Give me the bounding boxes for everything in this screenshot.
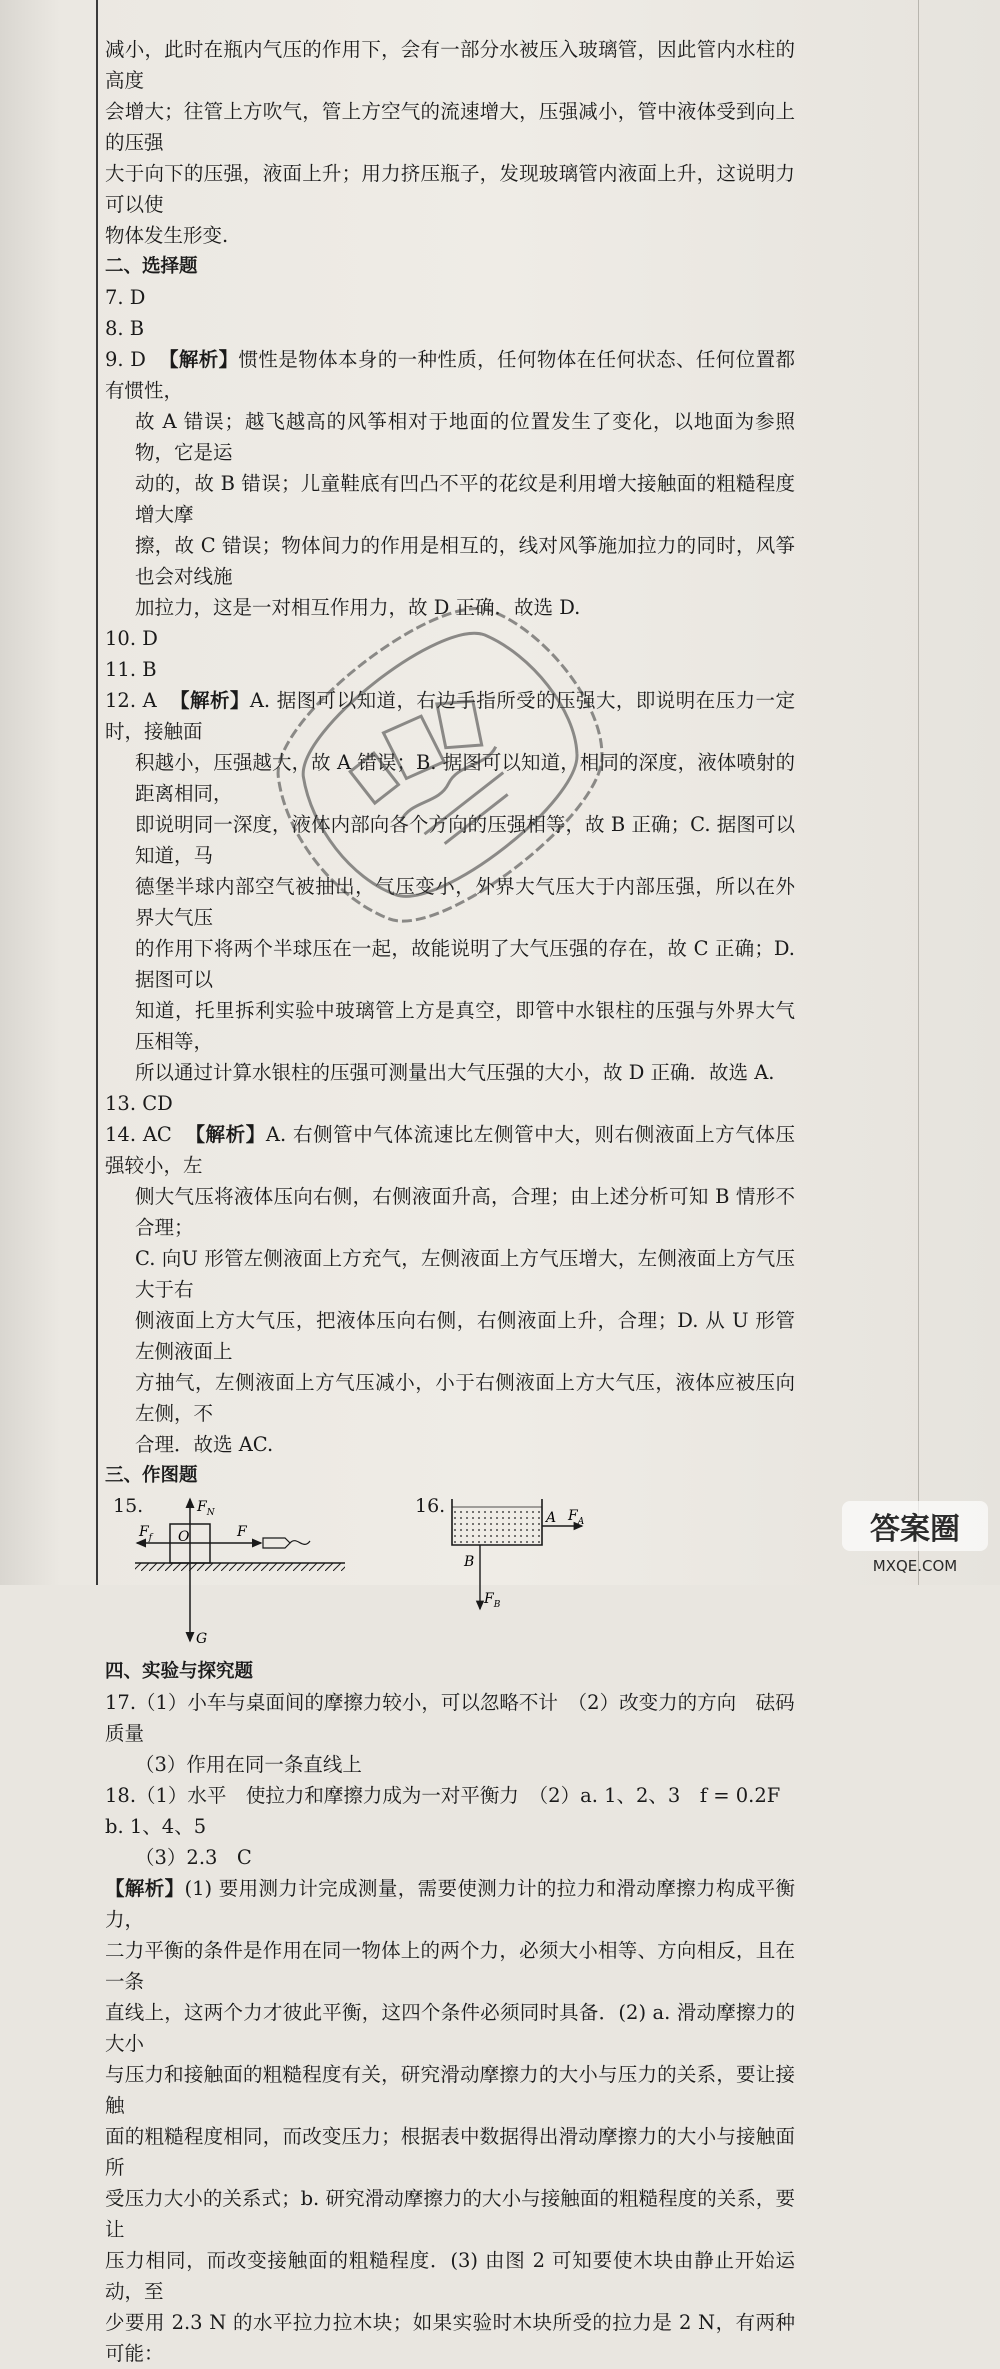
section-experiment-title: 四、实验与探究题	[105, 1661, 254, 1682]
section-choice-title: 二、选择题	[105, 256, 198, 277]
answer-12-line: 积越小，压强越大，故 A 错误；B. 据图可以知道，相同的深度，液体喷射的距离相同，	[135, 751, 795, 805]
answer-18-text: (1) 要用测力计完成测量，需要使测力计的拉力和滑动摩擦力构成平衡力，	[105, 1877, 795, 1931]
answer-9-line: 动的，故 B 错误；儿童鞋底有凹凸不平的花纹是利用增大接触面的粗糙程度增大摩	[135, 472, 795, 526]
intro-line: 减小，此时在瓶内气压的作用下，会有一部分水被压入玻璃管，因此管内水柱的高度	[105, 38, 795, 92]
answer-7: 7. D	[105, 286, 146, 309]
answer-18-line: 18.（1）水平 使拉力和摩擦力成为一对平衡力 （2）a. 1、2、3 f = 0.2F b. 1、4、5	[105, 1784, 800, 1838]
label-f: F	[237, 1524, 247, 1540]
answer-10: 10. D	[105, 627, 158, 650]
label-fa: $F_A$	[568, 1508, 585, 1527]
label-o: O	[178, 1529, 190, 1545]
figure-15-number: 15.	[113, 1495, 144, 1517]
watermark-url: MXQE.COM	[872, 1557, 958, 1575]
answer-14-line: 侧液面上方大气压，把液体压向右侧，右侧液面上升，合理；D. 从 U 形管左侧液面上	[135, 1309, 795, 1363]
answer-12-line: 即说明同一深度，液体内部向各个方向的压强相等，故 B 正确；C. 据图可以知道，马	[135, 813, 795, 867]
answer-18-analysis	[105, 1873, 795, 1935]
answer-18-line: 受压力大小的关系式；b. 研究滑动摩擦力的大小与接触面的粗糙程度的关系，要让	[105, 2187, 795, 2241]
left-margin-rule	[96, 0, 98, 1585]
answer-18-line: 少要用 2.3 N 的水平拉力拉木块；如果实验时木块所受的拉力是 2 N，有两种可能：	[105, 2311, 795, 2365]
analysis-tag: 【解析】	[185, 1123, 266, 1146]
figure-16-number: 16.	[415, 1495, 446, 1517]
answer-9-text: 惯性是物体本身的一种性质，任何物体在任何状态、任何位置都有惯性，	[105, 348, 795, 402]
answer-11: 11. B	[105, 658, 157, 681]
answer-14-num: 14. AC	[105, 1123, 172, 1146]
answer-17-line: （3）作用在同一条直线上	[135, 1753, 362, 1776]
answer-9-num: 9. D	[105, 348, 146, 371]
analysis-tag: 【解析】	[159, 348, 239, 371]
answer-14	[105, 1119, 795, 1181]
answer-14-line: 方抽气，左侧液面上方气压减小，小于右侧液面上方大气压，液体应被压向左侧，不	[135, 1371, 795, 1425]
answer-18-line: 二力平衡的条件是作用在同一物体上的两个力，必须大小相等、方向相反，且在一条	[105, 1939, 795, 1993]
label-a: A	[546, 1510, 557, 1526]
answer-18-line: 直线上，这两个力才彼此平衡，这四个条件必须同时具备．(2) a. 滑动摩擦力的大小	[105, 2001, 795, 2055]
answer-18-line: 与压力和接触面的粗糙程度有关，研究滑动摩擦力的大小与压力的关系，要让接触	[105, 2063, 795, 2117]
answer-18-line: （3）2.3 C	[135, 1846, 252, 1869]
figure-16-container-diagram	[440, 1491, 620, 1621]
intro-line: 会增大；往管上方吹气，管上方空气的流速增大，压强减小，管中液体受到向上的压强	[105, 100, 795, 154]
label-g: G	[196, 1631, 208, 1647]
answer-8: 8. B	[105, 317, 145, 340]
answer-12-line: 的作用下将两个半球压在一起，故能说明了大气压强的存在，故 C 正确；D. 据图可以	[135, 937, 795, 991]
answer-14-line: 合理．故选 AC.	[135, 1433, 274, 1456]
answer-14-line: 侧大气压将液体压向右侧，右侧液面升高，合理；由上述分析可知 B 情形不合理；	[135, 1185, 795, 1239]
answer-18-line: 面的粗糙程度相同，而改变压力；根据表中数据得出滑动摩擦力的大小与接触面所	[105, 2125, 795, 2179]
drawing-figures	[105, 1491, 795, 1656]
answer-14-text: A. 右侧管中气体流速比左侧管中大，则右侧液面上方气体压强较小，左	[105, 1123, 795, 1177]
watermark-text: 答案圈	[870, 1512, 960, 1547]
label-ff: $F_f$	[139, 1524, 153, 1543]
analysis-tag: 【解析】	[105, 1877, 185, 1900]
figure-15-force-diagram	[125, 1491, 355, 1651]
answer-9-line: 加拉力，这是一对相互作用力，故 D 正确．故选 D.	[135, 596, 581, 619]
answer-9-line: 擦，故 C 错误；物体间力的作用是相互的，线对风筝施加拉力的同时，风筝也会对线施	[135, 534, 795, 588]
answer-12-line: 所以通过计算水银柱的压强可测量出大气压强的大小，故 D 正确．故选 A.	[135, 1061, 775, 1084]
answer-12-line: 德堡半球内部空气被抽出，气压变小，外界大气压大于内部压强，所以在外界大气压	[135, 875, 795, 929]
answer-13: 13. CD	[105, 1092, 173, 1115]
answer-12-line: 知道，托里拆利实验中玻璃管上方是真空，即管中水银柱的压强与外界大气压相等，	[135, 999, 795, 1053]
answer-17-line: 17.（1）小车与桌面间的摩擦力较小，可以忽略不计 （2）改变力的方向 砝码质量	[105, 1691, 795, 1745]
answer-content	[105, 34, 800, 2369]
answer-18-line: 压力相同，而改变接触面的粗糙程度．(3) 由图 2 可知要使木块由静止开始运动，至	[105, 2249, 795, 2303]
intro-line: 大于向下的压强，液面上升；用力挤压瓶子，发现玻璃管内液面上升，这说明力可以使	[105, 162, 795, 216]
answer-12-text: A. 据图可以知道，右边手指所受的压强大，即说明在压力一定时，接触面	[105, 689, 795, 743]
answer-12	[105, 685, 795, 747]
answer-9	[105, 344, 795, 406]
label-fn: $F_N$	[197, 1499, 215, 1518]
label-fb: $F_B$	[484, 1591, 501, 1610]
watermark-logo	[840, 1497, 990, 1577]
section-drawing-title: 三、作图题	[105, 1465, 198, 1486]
answer-12-num: 12. A	[105, 689, 157, 712]
label-b: B	[464, 1554, 475, 1570]
intro-line: 物体发生形变.	[105, 224, 229, 247]
right-margin-rule	[918, 0, 919, 1585]
answer-14-line: C. 向U 形管左侧液面上方充气，左侧液面上方气压增大，左侧液面上方气压大于右	[135, 1247, 795, 1301]
analysis-tag: 【解析】	[170, 689, 250, 712]
answer-9-line: 故 A 错误；越飞越高的风筝相对于地面的位置发生了变化，以地面为参照物，它是运	[135, 410, 795, 464]
